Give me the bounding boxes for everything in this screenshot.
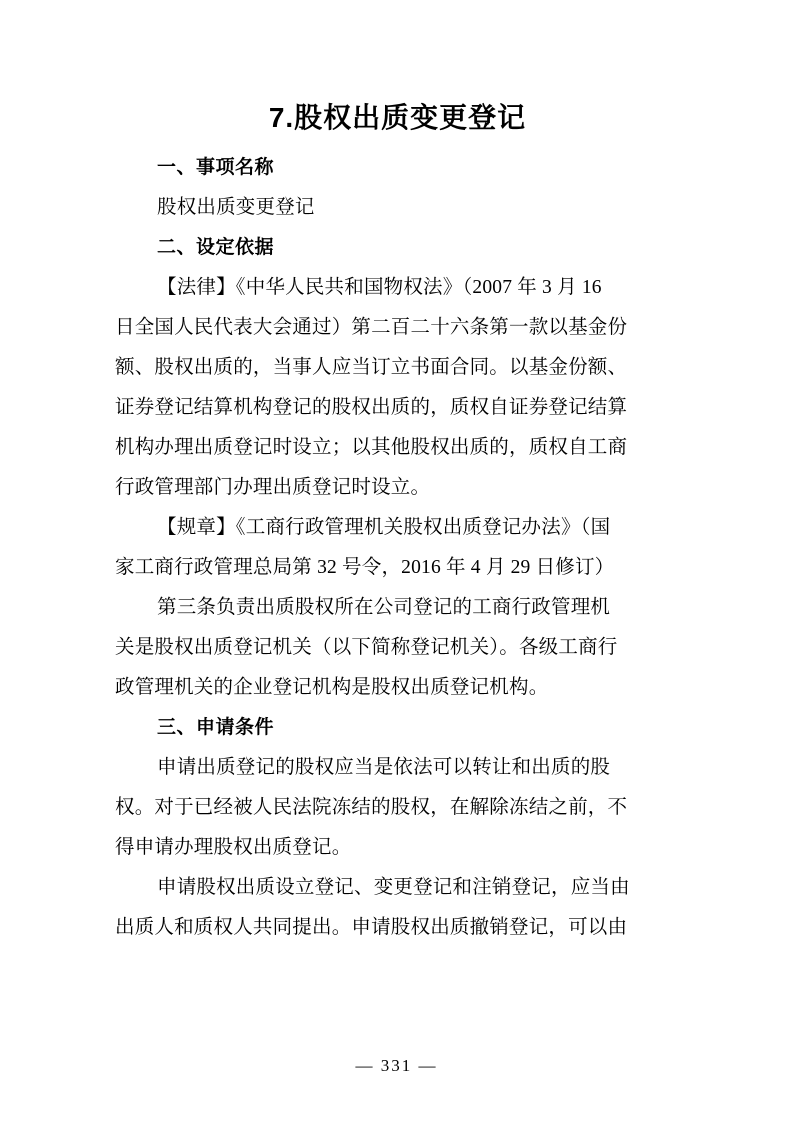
section-2-line-6: 行政管理部门办理出质登记时设立。 bbox=[115, 477, 431, 498]
section-3-line-3: 得申请办理股权出质登记。 bbox=[115, 837, 352, 858]
section-2-line-7: 【规章】《工商行政管理机关股权出质登记办法》（国 bbox=[157, 517, 611, 538]
section-2-line-4: 证券登记结算机构登记的股权出质的，质权自证券登记结算 bbox=[115, 397, 628, 418]
page-number: — 331 — bbox=[355, 1056, 438, 1075]
section-heading-3: 三、申请条件 bbox=[157, 717, 275, 738]
section-2-line-3: 额、股权出质的，当事人应当订立书面合同。以基金份额、 bbox=[115, 357, 628, 378]
section-3-line-5: 出质人和质权人共同提出。申请股权出质撤销登记，可以由 bbox=[115, 917, 628, 938]
section-3-line-4: 申请股权出质设立登记、变更登记和注销登记，应当由 bbox=[157, 877, 630, 898]
section-2-line-5: 机构办理出质登记时设立；以其他股权出质的，质权自工商 bbox=[115, 437, 628, 458]
section-2-line-2: 日全国人民代表大会通过）第二百二十六条第一款以基金份 bbox=[115, 317, 628, 338]
page-title: 7.股权出质变更登记 bbox=[268, 102, 527, 133]
section-2-line-9: 第三条负责出质股权所在公司登记的工商行政管理机 bbox=[157, 597, 611, 618]
section-heading-2: 二、设定依据 bbox=[157, 237, 275, 258]
section-1-line-1: 股权出质变更登记 bbox=[157, 197, 315, 218]
section-2-line-10: 关是股权出质登记机关（以下简称登记机关）。各级工商行 bbox=[115, 637, 618, 658]
section-3-line-1: 申请出质登记的股权应当是依法可以转让和出质的股 bbox=[157, 757, 611, 778]
page-content bbox=[115, 0, 680, 948]
section-heading-1: 一、事项名称 bbox=[157, 157, 275, 178]
section-2-line-11: 政管理机关的企业登记机构是股权出质登记机构。 bbox=[115, 677, 549, 698]
section-2-line-8: 家工商行政管理总局第 32 号令，2016 年 4 月 29 日修订） bbox=[115, 557, 615, 578]
section-3-line-2: 权。对于已经被人民法院冻结的股权，在解除冻结之前，不 bbox=[115, 797, 628, 818]
section-2-line-1: 【法律】《中华人民共和国物权法》（2007 年 3 月 16 bbox=[157, 277, 602, 298]
